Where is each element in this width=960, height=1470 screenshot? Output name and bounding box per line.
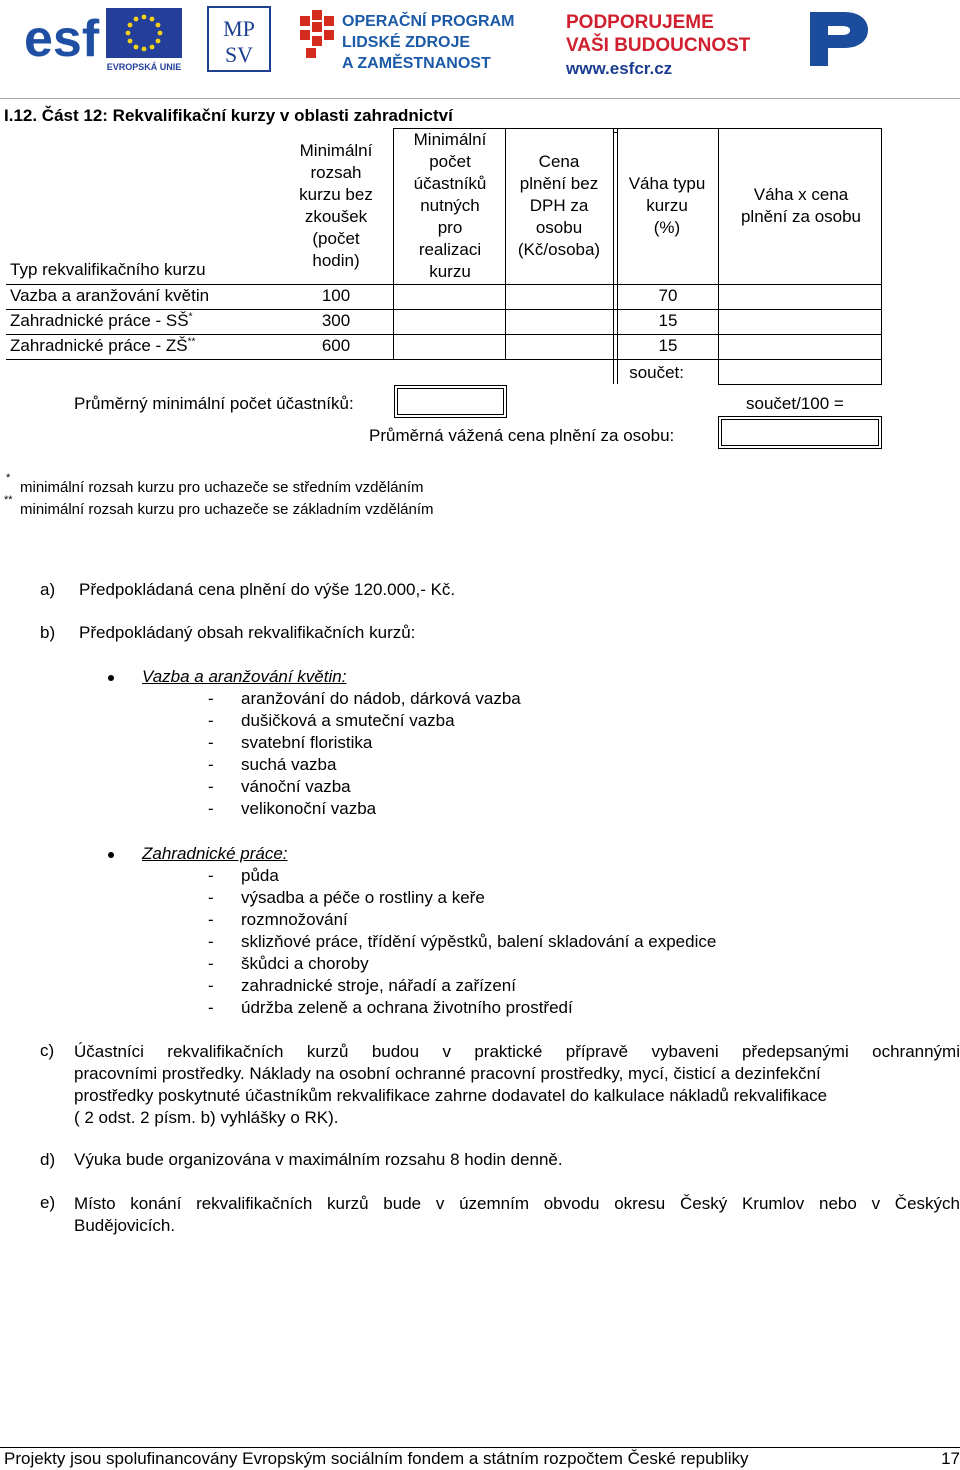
table-line	[614, 128, 882, 129]
col-header-min-range	[284, 140, 388, 272]
item-label: e)	[40, 1193, 56, 1212]
item-b-text: Předpokládaný obsah rekvalifikačních kurzů:	[79, 623, 416, 642]
header-line: Váha x cena	[753, 185, 849, 204]
item-a-text: Předpokládaná cena plnění do výše 120.000,- Kč.	[79, 580, 456, 599]
avg-participants-label: Průměrný minimální počet účastníků:	[74, 394, 354, 413]
table-line	[393, 128, 394, 359]
dash-icon: -	[208, 888, 214, 907]
section-heading: I.12. Část 12: Rekvalifikační kurzy v oblasti zahradnictví	[4, 106, 453, 125]
esfcr-logo	[566, 10, 750, 80]
paragraph-line: pracovními prostředky. Náklady na osobní ochranné pracovní prostředky, mycí, čisticí a dezinfekční	[74, 1064, 821, 1083]
header-line: kurzu	[646, 196, 688, 215]
item-label: a)	[40, 580, 56, 599]
col-header-weighted-price	[722, 184, 880, 228]
header-line: pro	[437, 218, 463, 237]
item-c-text	[74, 1041, 960, 1129]
dash-icon: -	[208, 932, 214, 951]
header-line: Váha typu	[628, 174, 706, 193]
row-weight: 15	[658, 311, 678, 330]
header-line: Minimální	[413, 130, 487, 149]
list-item: sklizňové práce, třídění výpěstků, balení skladování a expedice	[241, 932, 717, 951]
dash-icon: -	[208, 689, 214, 708]
item-d-text: Výuka bude organizována v maximálním rozsahu 8 hodin denně.	[74, 1150, 563, 1169]
header-divider	[0, 98, 960, 99]
table-line	[393, 128, 614, 129]
svg-text:MP: MP	[223, 16, 255, 41]
list-item: škůdci a choroby	[241, 954, 369, 973]
header-line: rozsah	[310, 163, 362, 182]
header-line: plnění bez	[519, 174, 599, 193]
dash-icon: -	[208, 755, 214, 774]
header-line: DPH za	[529, 196, 589, 215]
eu-caption: EVROPSKÁ UNIE	[106, 62, 182, 72]
footnote-mark: **	[4, 494, 13, 506]
table-line	[718, 128, 719, 384]
row-hours: 600	[321, 336, 351, 355]
esf-eu-logo	[24, 6, 182, 72]
header-line: (%)	[653, 218, 681, 237]
header-line: kurzu	[429, 262, 471, 281]
group-title: Vazba a aranžování květin:	[142, 667, 347, 686]
avg-price-label: Průměrná vážená cena plnění za osobu:	[369, 426, 675, 445]
table-line	[881, 128, 882, 384]
svg-text:SV: SV	[224, 42, 254, 67]
dash-icon: -	[208, 954, 214, 973]
list-item: půda	[241, 866, 279, 885]
header-line: zkoušek	[304, 207, 368, 226]
header-line: osobu	[535, 218, 583, 237]
paragraph-line: Účastníci rekvalifikačních kurzů budou v praktické přípravě vybaveni předepsanými ochrannými	[74, 1042, 960, 1061]
oplz-line-3: A ZAMĚSTNANOST	[342, 55, 491, 72]
row-label: Zahradnické práce - SŠ	[10, 311, 189, 330]
dash-icon: -	[208, 866, 214, 885]
footer-divider	[0, 1447, 960, 1448]
table-line	[6, 359, 882, 360]
op-logo	[806, 6, 872, 72]
header-line: nutných	[420, 196, 480, 215]
footnote-text: minimální rozsah kurzu pro uchazeče se středním vzděláním	[20, 479, 424, 496]
header-line: realizaci	[418, 240, 482, 259]
col-header-weight	[616, 173, 718, 239]
footnote-mark: **	[187, 336, 196, 348]
dash-icon: -	[208, 910, 214, 929]
row-weight: 70	[658, 286, 678, 305]
row-weight: 15	[658, 336, 678, 355]
list-item: výsadba a péče o rostliny a keře	[241, 888, 485, 907]
header-line: Cena	[538, 152, 580, 171]
mpsv-logo	[207, 6, 271, 72]
dash-icon: -	[208, 777, 214, 796]
oplz-line-2: LIDSKÉ ZDROJE	[342, 34, 471, 51]
header-line: (počet	[312, 229, 360, 248]
list-item: svatební floristika	[241, 733, 373, 752]
oplz-line-1: OPERAČNÍ PROGRAM	[342, 13, 515, 30]
header-line: Minimální	[299, 141, 373, 160]
row-name	[10, 286, 209, 306]
esfcr-url: www.esfcr.cz	[566, 59, 673, 78]
col-header-min-participants	[396, 129, 504, 283]
footnote-mark: *	[6, 472, 11, 484]
list-item: údržba zeleně a ochrana životního prostředí	[241, 998, 573, 1017]
col-header-type: Typ rekvalifikačního kurzu	[10, 260, 206, 279]
dash-icon: -	[208, 799, 214, 818]
table-line	[6, 334, 882, 335]
table-line	[6, 284, 882, 285]
group-title: Zahradnické práce:	[142, 844, 288, 863]
row-label: Zahradnické práce - ZŠ	[10, 336, 188, 355]
sum-label: součet:	[629, 363, 684, 382]
footnote-mark: *	[188, 311, 193, 323]
sum-per-100-label: součet/100 =	[746, 394, 844, 413]
page-number: 17	[941, 1449, 960, 1468]
header-line: (Kč/osoba)	[517, 240, 601, 259]
footnote-text: minimální rozsah kurzu pro uchazeče se základním vzděláním	[20, 501, 434, 518]
list-item: aranžování do nádob, dárková vazba	[241, 689, 521, 708]
esf-logo-text: esf	[24, 10, 100, 68]
header-line: kurzu bez	[299, 185, 373, 204]
paragraph-line: prostředky poskytnuté účastníkům rekvalifikace zahrne dodavatel do kalkulace nákladů rekvalifikace	[74, 1086, 828, 1105]
header-line: počet	[429, 152, 471, 171]
list-item: zahradnické stroje, nářadí a zařízení	[241, 976, 516, 995]
dash-icon: -	[208, 733, 214, 752]
paragraph-line: Místo konání rekvalifikačních kurzů bude v územním obvodu okresu Český Krumlov nebo v Českých	[74, 1194, 960, 1213]
item-e-text	[74, 1193, 960, 1237]
list-item: velikonoční vazba	[241, 799, 377, 818]
item-label: d)	[40, 1150, 56, 1169]
paragraph-line: Budějovicích.	[74, 1216, 176, 1235]
row-hours: 300	[321, 311, 351, 330]
esfcr-line-1: PODPORUJEME	[566, 12, 714, 33]
avg-participants-field[interactable]	[397, 388, 504, 415]
table-line	[613, 128, 614, 384]
list-item: suchá vazba	[241, 755, 337, 774]
dash-icon: -	[208, 976, 214, 995]
header-line: účastníků	[413, 174, 487, 193]
oplz-logo	[298, 6, 520, 72]
esfcr-line-2: VAŠI BUDOUCNOST	[566, 35, 750, 56]
list-item: vánoční vazba	[241, 777, 351, 796]
bullet-icon	[108, 675, 114, 681]
table-line	[718, 384, 882, 385]
header-line: plnění za osobu	[740, 207, 862, 226]
col-header-price	[508, 151, 610, 261]
item-label: c)	[40, 1041, 55, 1060]
dash-icon: -	[208, 711, 214, 730]
row-label: Vazba a aranžování květin	[10, 286, 210, 305]
table-line	[6, 309, 882, 310]
table-line	[505, 128, 506, 359]
dash-icon: -	[208, 998, 214, 1017]
row-name	[10, 311, 193, 331]
paragraph-line: ( 2 odst. 2 písm. b) vyhlášky o RK).	[74, 1108, 339, 1127]
avg-price-field[interactable]	[721, 419, 879, 446]
bullet-icon	[108, 852, 114, 858]
footer-text: Projekty jsou spolufinancovány Evropským sociálním fondem a státním rozpočtem České republiky	[4, 1449, 749, 1468]
list-item: dušičková a smuteční vazba	[241, 711, 455, 730]
row-name	[10, 336, 195, 356]
list-item: rozmnožování	[241, 910, 348, 929]
header-line: hodin)	[312, 251, 360, 270]
row-hours: 100	[321, 286, 351, 305]
item-label: b)	[40, 623, 56, 642]
